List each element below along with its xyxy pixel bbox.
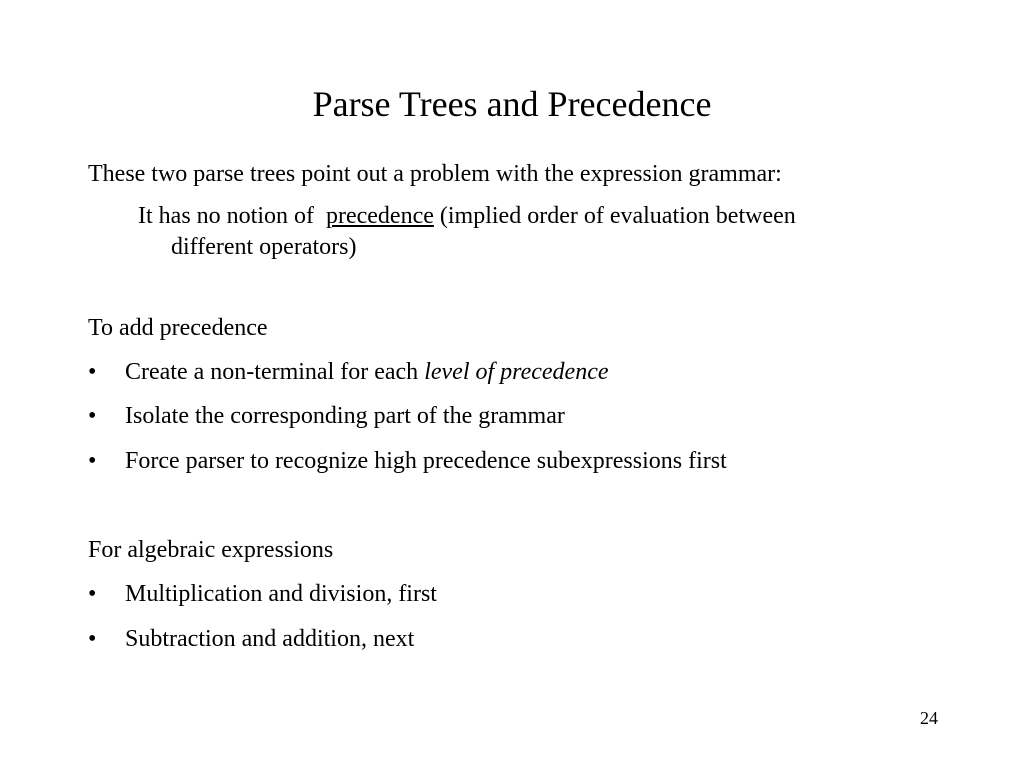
sub-point-prefix: It has no notion of xyxy=(138,203,314,229)
section-heading-algebraic: For algebraic expressions xyxy=(88,537,334,563)
bullet-marker: • xyxy=(88,448,97,474)
bullet-text: Force parser to recognize high precedence subexpressions first xyxy=(125,448,727,474)
bullet-text: Isolate the corresponding part of the grammar xyxy=(125,403,565,429)
bullet-item xyxy=(88,579,437,609)
bullet-marker: • xyxy=(88,626,97,652)
precedence-term: precedence xyxy=(325,203,434,229)
bullet-marker: • xyxy=(88,581,97,607)
bullet-emphasis: level of precedence xyxy=(424,359,609,385)
bullet-text: Subtraction and addition, next xyxy=(125,626,415,652)
intro-text: These two parse trees point out a problem with the expression grammar: xyxy=(88,161,782,187)
section-heading-add-precedence: To add precedence xyxy=(88,315,268,341)
bullet-marker: • xyxy=(88,403,97,429)
bullet-item xyxy=(88,357,609,387)
bullet-item xyxy=(88,401,565,431)
bullet-item xyxy=(88,624,414,654)
sub-point-line-1 xyxy=(138,201,796,231)
sub-point-line-2: different operators) xyxy=(171,234,357,260)
bullet-text: Multiplication and division, first xyxy=(125,581,437,607)
slide-title: Parse Trees and Precedence xyxy=(312,84,712,124)
bullet-text: Create a non-terminal for each xyxy=(125,359,419,385)
bullet-item xyxy=(88,446,727,476)
sub-point-suffix: (implied order of evaluation between xyxy=(439,203,796,229)
page-number: 24 xyxy=(920,708,938,728)
bullet-marker: • xyxy=(88,359,97,385)
